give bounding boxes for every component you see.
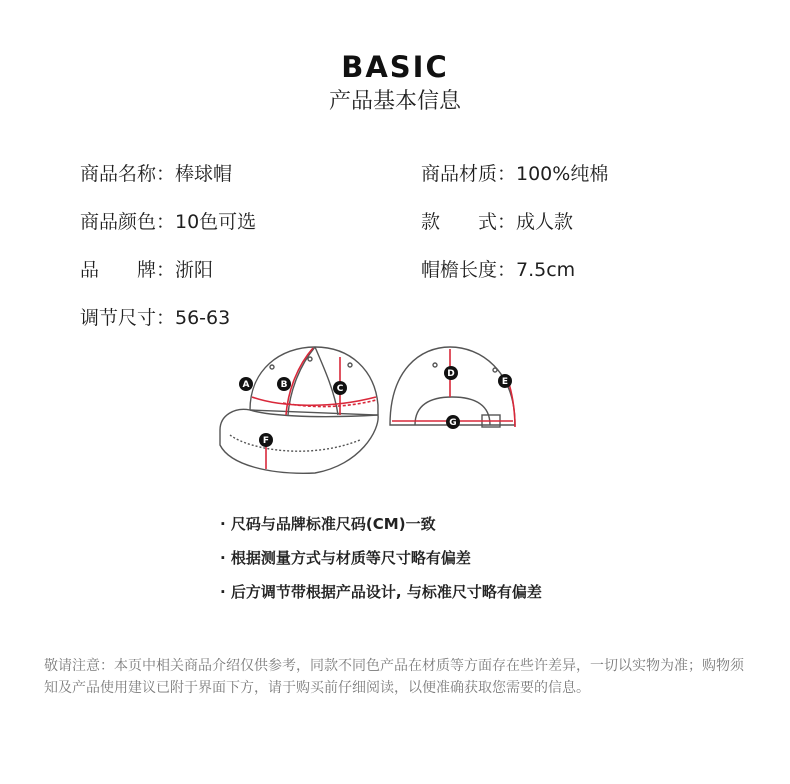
marker-c: C bbox=[336, 384, 344, 394]
title-chinese: 产品基本信息 bbox=[328, 89, 461, 114]
spec-product-name: 商品名称：棒球帽 bbox=[80, 163, 233, 185]
spec-brim-length: 帽檐长度：7.5cm bbox=[421, 259, 576, 281]
spec-material: 商品材质：100%纯棉 bbox=[421, 163, 609, 185]
marker-f: F bbox=[262, 436, 270, 446]
cap-measurement-diagram bbox=[210, 335, 540, 475]
size-notes bbox=[220, 512, 542, 614]
spec-brand: 品 牌：浙阳 bbox=[80, 259, 214, 281]
marker-b: B bbox=[280, 380, 288, 390]
spec-color: 商品颜色：10色可选 bbox=[80, 211, 257, 233]
cap-front-drawing bbox=[220, 347, 378, 473]
spec-style: 款 式：成人款 bbox=[421, 211, 574, 233]
note-item: · 根据测量方式与材质等尺寸略有偏差 bbox=[220, 549, 471, 567]
page-header bbox=[0, 48, 790, 116]
title-english: BASIC bbox=[341, 50, 449, 84]
spec-adjust-size: 调节尺寸：56-63 bbox=[80, 307, 231, 329]
cap-back-drawing bbox=[390, 347, 515, 427]
disclaimer-text: 敬请注意：本页中相关商品介绍仅供参考，同款不同色产品在材质等方面存在些许差异，一切以实物为准；购物须知及产品使用建议已附于界面下方，请于购买前仔细阅读，以便准确获取您需要的信息。 bbox=[44, 658, 744, 696]
marker-d: D bbox=[447, 369, 455, 379]
marker-a: A bbox=[242, 380, 250, 390]
marker-g: G bbox=[449, 418, 457, 428]
marker-e: E bbox=[501, 377, 509, 387]
measurement-markers bbox=[239, 366, 512, 447]
note-item: · 后方调节带根据产品设计, 与标准尺寸略有偏差 bbox=[220, 583, 542, 601]
note-item: · 尺码与品牌标准尺码(CM)一致 bbox=[220, 515, 436, 533]
